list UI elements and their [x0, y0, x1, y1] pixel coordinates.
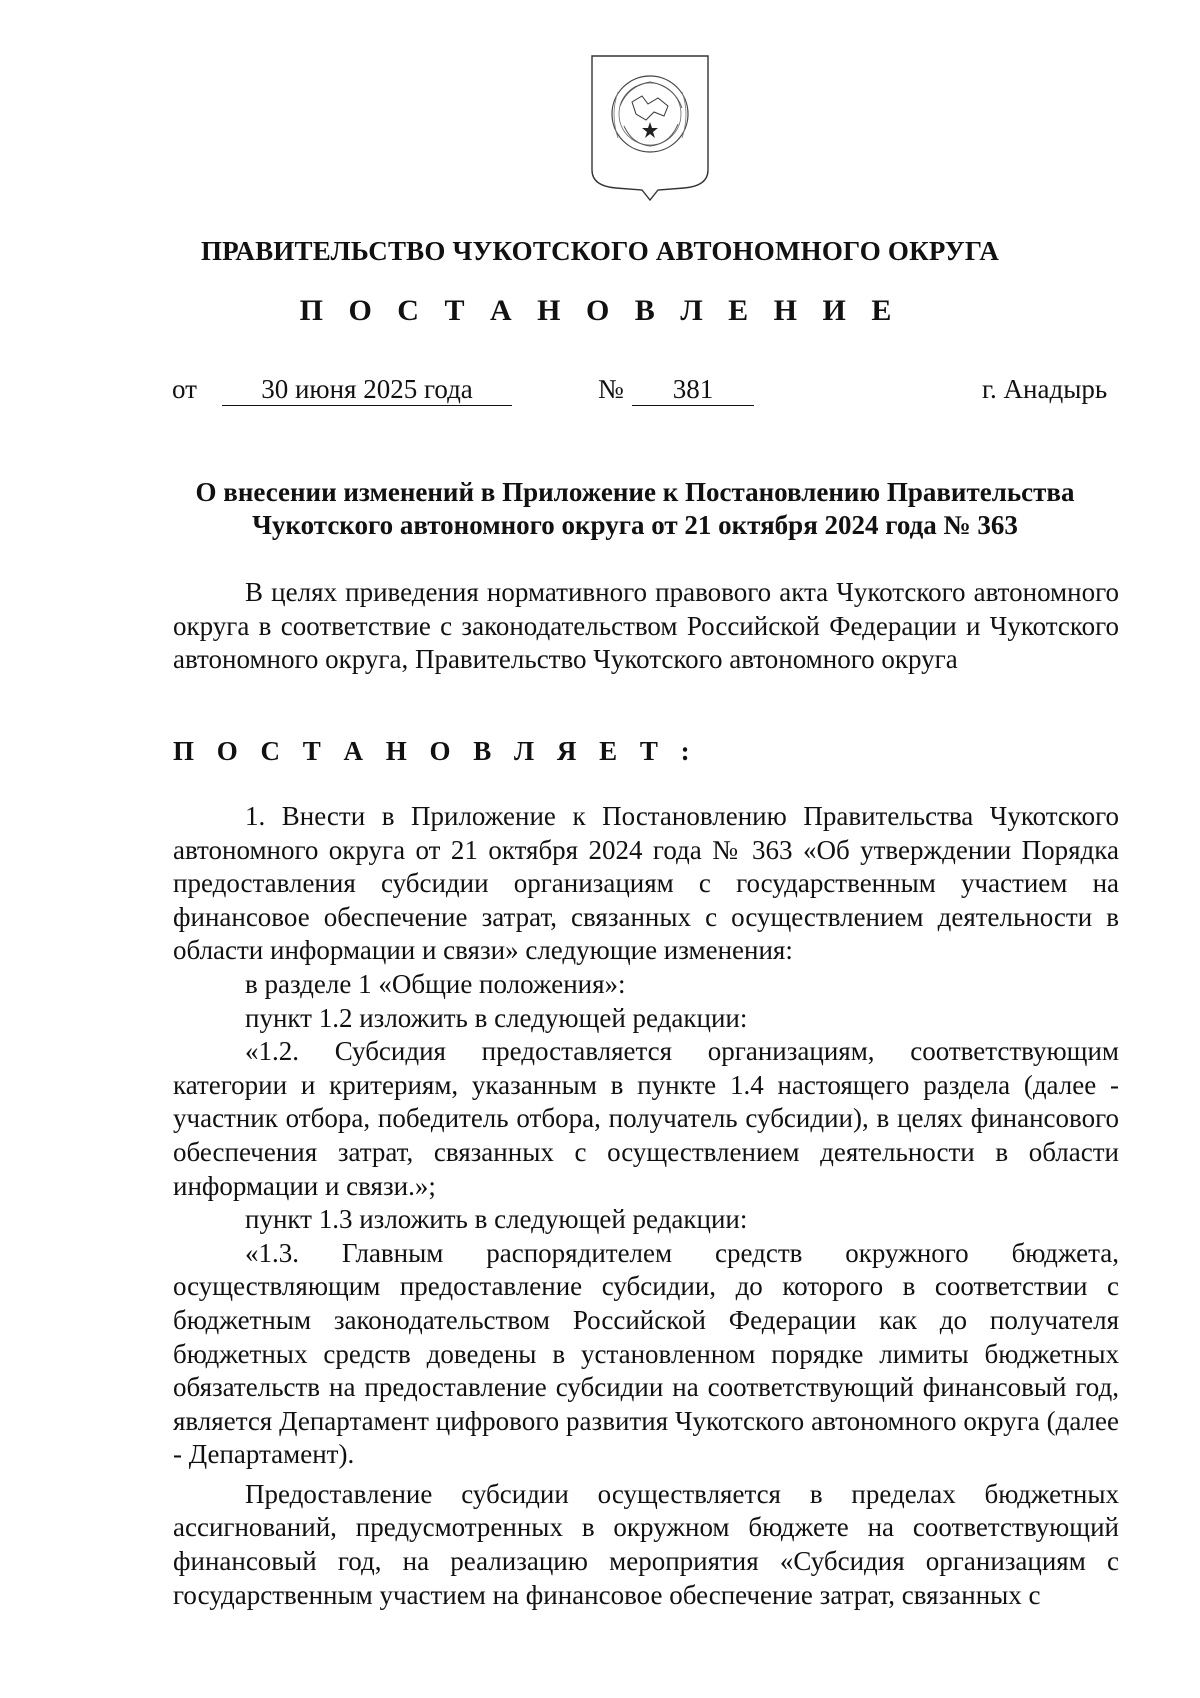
- subject-line-2: Чукотского автономного округа от 21 октября 2024 года № 363: [252, 510, 1018, 540]
- paragraph-3: пункт 1.2 изложить в следующей редакции:: [245, 1002, 748, 1033]
- document-date: 30 июня 2025 года: [222, 374, 512, 406]
- document-subject: [150, 476, 1120, 542]
- number-label: №: [598, 374, 624, 404]
- paragraph-7: Предоставление субсидии осуществляется в пределах бюджетных ассигнований, предусмотренных в окружном бюджете на соответствующий финансовый год, на реализацию мероприятия «Субсидия организациям с государственным участием на финансовое обеспечение затрат, связанных с: [173, 1478, 1119, 1610]
- document-number: 381: [632, 374, 754, 406]
- decree-body: [173, 800, 1119, 1612]
- decree-heading: П О С Т А Н О В Л Я Е Т :: [173, 736, 698, 766]
- paragraph-6: «1.3. Главным распорядителем средств окружного бюджета, осуществляющим предоставление субсидии, до которого в соответствии с бюджетным законодательством Российской Федерации как до получателя бюджетных средств доведены в установленном порядке лимиты бюджетных обязательств на предоставление субсидии на соответствующий финансовый год, является Департамент цифрового развития Чукотского автономного округа (далее - Департамент).: [173, 1237, 1119, 1470]
- date-from-label: от: [172, 374, 197, 404]
- subject-line-1: О внесении изменений в Приложение к Постановлению Правительства: [195, 477, 1075, 507]
- paragraph-2: в разделе 1 «Общие положения»:: [245, 968, 626, 999]
- coat-of-arms-emblem: [588, 52, 712, 204]
- paragraph-4: «1.2. Субсидия предоставляется организациям, соответствующим категории и критериям, указанным в пункте 1.4 настоящего раздела (далее - участник отбора, победитель отбора, получатель субсидии), в целях финансового обеспечения затрат, связанных с осуществлением деятельности в области информации и связи.»;: [173, 1036, 1119, 1201]
- paragraph-5: пункт 1.3 изложить в следующей редакции:: [245, 1204, 748, 1235]
- preamble-block: [173, 576, 1119, 677]
- preamble-paragraph: В целях приведения нормативного правового акта Чукотского автономного округа в соответствие с законодательством Российской Федерации и Чукотского автономного округа, Правительство Чукотского автономного округа: [173, 577, 1119, 675]
- government-title: ПРАВИТЕЛЬСТВО ЧУКОТСКОГО АВТОНОМНОГО ОКРУГА: [200, 236, 1000, 266]
- paragraph-1: 1. Внести в Приложение к Постановлению Правительства Чукотского автономного округа от 21 октября 2024 года № 363 «Об утверждении Порядка предоставления субсидии организациям с государственным участием на финансовое обеспечение затрат, связанных с осуществлением деятельности в области информации и связи» следующие изменения:: [173, 801, 1119, 966]
- document-type-heading: П О С Т А Н О В Л Е Н И Е: [299, 294, 901, 327]
- document-city: г. Анадырь: [982, 374, 1108, 404]
